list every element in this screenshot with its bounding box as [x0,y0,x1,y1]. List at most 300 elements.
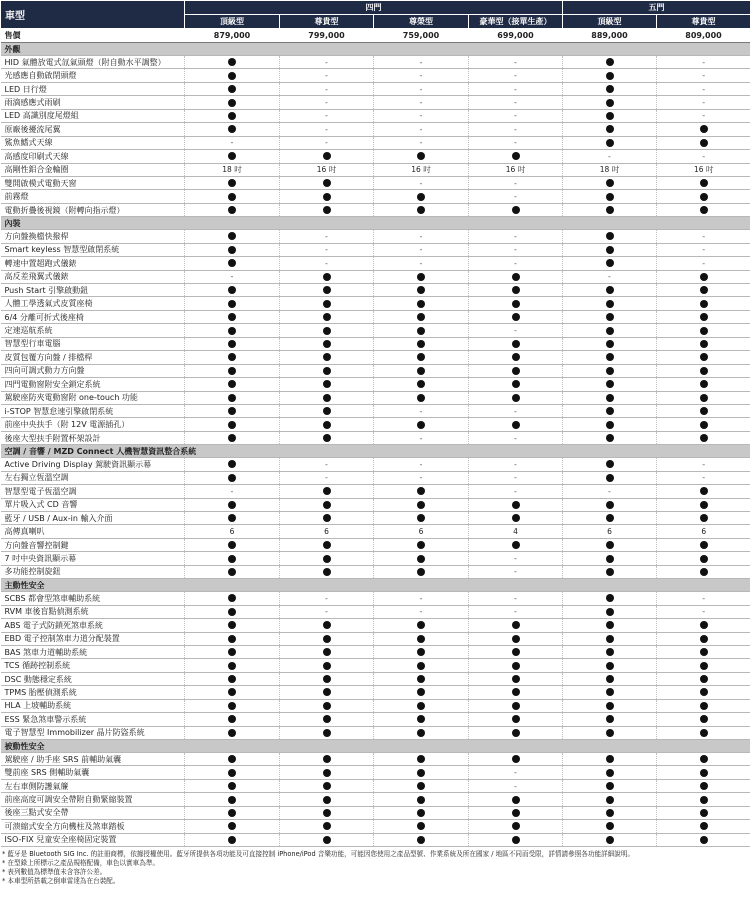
filled-dot-icon [228,112,236,120]
filled-dot-icon [323,635,331,643]
dash-mark: - [419,433,423,443]
not-available-cell [469,69,563,82]
not-available-cell [469,243,563,256]
dash-mark: - [514,554,517,564]
dash-mark: - [702,57,706,67]
standard-dot-cell [280,351,374,364]
standard-dot-cell [185,552,280,565]
feature-label: Push Start 引擎啟動鈕 [1,284,185,297]
standard-dot-cell [280,659,374,672]
standard-dot-cell [563,458,657,471]
filled-dot-icon [228,648,236,656]
dash-mark: - [514,768,517,778]
standard-dot-cell [185,806,280,819]
filled-dot-icon [606,541,614,549]
filled-dot-icon [228,594,236,602]
filled-dot-icon [606,125,614,133]
filled-dot-icon [323,501,331,509]
price-row [1,29,750,43]
not-available-cell [374,109,469,122]
standard-dot-cell [374,512,469,525]
not-available-cell [469,176,563,189]
filled-dot-icon [700,139,708,147]
standard-dot-cell [280,203,374,216]
feature-label: 高感度印刷式天線 [1,150,185,163]
filled-dot-icon [228,769,236,777]
filled-dot-icon [606,407,614,415]
standard-dot-cell [185,431,280,444]
footnote: * 表列數值為標準值未含容許公差。 [2,868,107,877]
filled-dot-icon [228,688,236,696]
value-cell [657,525,750,538]
not-available-cell [469,471,563,484]
filled-dot-icon [228,729,236,737]
feature-label: i-STOP 智慧怠速引擎啟閉系統 [1,404,185,417]
feature-label: 定速巡航系統 [1,324,185,337]
price-value: 889,000 [563,29,657,43]
filled-dot-icon [228,782,236,790]
standard-dot-cell [280,726,374,739]
spec-value: 4 [513,527,518,537]
not-available-cell [469,565,563,578]
not-available-cell [280,82,374,95]
standard-dot-cell [657,337,750,350]
not-available-cell [469,230,563,243]
feature-row [1,69,750,82]
feature-label: LED 高識別度尾燈組 [1,109,185,122]
standard-dot-cell [185,190,280,203]
dash-mark: - [325,258,328,268]
feature-label: 方向盤音響控制鍵 [1,538,185,551]
filled-dot-icon [228,193,236,201]
standard-dot-cell [374,150,469,163]
standard-dot-cell [185,632,280,645]
standard-dot-cell [563,56,657,69]
standard-dot-cell [185,672,280,685]
standard-dot-cell [280,418,374,431]
filled-dot-icon [700,702,708,710]
filled-dot-icon [228,353,236,361]
dash-mark: - [325,245,328,255]
standard-dot-cell [280,391,374,404]
standard-dot-cell [563,324,657,337]
dash-mark: - [702,607,706,617]
filled-dot-icon [228,286,236,294]
standard-dot-cell [185,592,280,605]
spec-value: 16 吋 [411,165,431,175]
filled-dot-icon [606,460,614,468]
feature-label: 皮質包覆方向盤 / 排檔桿 [1,351,185,364]
dash-mark: - [325,111,328,121]
trim-header: 頂級型 [185,15,280,29]
standard-dot-cell [563,512,657,525]
feature-row [1,659,750,672]
section-title: 被動性安全 [1,740,750,753]
filled-dot-icon [700,729,708,737]
filled-dot-icon [228,796,236,804]
standard-dot-cell [657,806,750,819]
not-available-cell [374,404,469,417]
filled-dot-icon [512,621,520,629]
not-available-cell [657,471,750,484]
standard-dot-cell [280,324,374,337]
filled-dot-icon [606,300,614,308]
standard-dot-cell [469,659,563,672]
filled-dot-icon [700,300,708,308]
filled-dot-icon [700,206,708,214]
dash-mark: - [514,486,517,496]
filled-dot-icon [323,380,331,388]
dash-mark: - [514,567,517,577]
dash-mark: - [419,406,423,416]
filled-dot-icon [606,58,614,66]
standard-dot-cell [185,310,280,323]
standard-dot-cell [563,538,657,551]
spec-value: 18 吋 [222,165,242,175]
filled-dot-icon [606,72,614,80]
filled-dot-icon [606,702,614,710]
standard-dot-cell [657,726,750,739]
feature-label: Active Driving Display 駕駛資訊顯示幕 [1,458,185,471]
standard-dot-cell [563,565,657,578]
standard-dot-cell [374,485,469,498]
standard-dot-cell [657,632,750,645]
filled-dot-icon [228,380,236,388]
standard-dot-cell [280,538,374,551]
value-cell [280,525,374,538]
standard-dot-cell [657,699,750,712]
filled-dot-icon [512,367,520,375]
filled-dot-icon [323,568,331,576]
not-available-cell [469,123,563,136]
filled-dot-icon [417,675,425,683]
filled-dot-icon [228,702,236,710]
feature-label: BAS 煞車力道輔助系統 [1,645,185,658]
filled-dot-icon [228,394,236,402]
standard-dot-cell [657,378,750,391]
standard-dot-cell [469,793,563,806]
feature-row [1,297,750,310]
filled-dot-icon [700,635,708,643]
standard-dot-cell [563,659,657,672]
not-available-cell [280,605,374,618]
not-available-cell [469,605,563,618]
standard-dot-cell [469,632,563,645]
dash-mark: - [230,138,234,148]
standard-dot-cell [374,672,469,685]
filled-dot-icon [228,327,236,335]
spec-value: 6 [324,527,329,537]
feature-label: 雙開啟模式電動天窗 [1,176,185,189]
dash-mark: - [325,98,328,108]
not-available-cell [374,431,469,444]
standard-dot-cell [185,176,280,189]
filled-dot-icon [512,380,520,388]
feature-label: ISO-FIX 兒童安全座椅固定裝置 [1,833,185,846]
dash-mark: - [702,473,706,483]
standard-dot-cell [657,565,750,578]
standard-dot-cell [657,793,750,806]
filled-dot-icon [700,313,708,321]
dash-mark: - [514,192,517,202]
filled-dot-icon [700,621,708,629]
filled-dot-icon [700,782,708,790]
feature-row [1,109,750,122]
not-available-cell [280,257,374,270]
value-cell [469,163,563,176]
filled-dot-icon [606,286,614,294]
feature-row [1,56,750,69]
standard-dot-cell [563,605,657,618]
feature-row [1,230,750,243]
filled-dot-icon [228,662,236,670]
price-value: 699,000 [469,29,563,43]
dash-mark: - [702,111,706,121]
standard-dot-cell [563,806,657,819]
feature-row [1,418,750,431]
feature-row [1,364,750,377]
feature-row [1,525,750,538]
filled-dot-icon [323,407,331,415]
dash-mark: - [514,111,517,121]
feature-label: 智慧型行車電腦 [1,337,185,350]
standard-dot-cell [280,512,374,525]
standard-dot-cell [657,351,750,364]
filled-dot-icon [323,353,331,361]
standard-dot-cell [374,793,469,806]
standard-dot-cell [280,404,374,417]
standard-dot-cell [280,176,374,189]
not-available-cell [657,56,750,69]
filled-dot-icon [700,273,708,281]
not-available-cell [657,109,750,122]
filled-dot-icon [606,85,614,93]
footnote: * 在型錄上所標示之產品規格配備，車色以實車為準。 [2,859,160,868]
feature-label: 高傳真喇叭 [1,525,185,538]
standard-dot-cell [563,632,657,645]
feature-label: Smart keyless 智慧型啟閉系統 [1,243,185,256]
filled-dot-icon [606,648,614,656]
dash-mark: - [325,71,328,81]
filled-dot-icon [606,380,614,388]
filled-dot-icon [323,327,331,335]
dash-mark: - [702,231,706,241]
feature-label: 左右車側防護氣簾 [1,779,185,792]
filled-dot-icon [700,501,708,509]
standard-dot-cell [185,243,280,256]
standard-dot-cell [563,404,657,417]
filled-dot-icon [700,421,708,429]
filled-dot-icon [512,715,520,723]
not-available-cell [374,123,469,136]
standard-dot-cell [280,485,374,498]
standard-dot-cell [657,538,750,551]
filled-dot-icon [228,367,236,375]
dash-mark: - [514,406,517,416]
standard-dot-cell [280,190,374,203]
not-available-cell [469,324,563,337]
filled-dot-icon [323,782,331,790]
dash-mark: - [702,71,706,81]
not-available-cell [374,230,469,243]
standard-dot-cell [469,645,563,658]
dash-mark: - [419,473,423,483]
feature-label: HID 氣體放電式氙氣頭燈（附自動水平調整） [1,56,185,69]
standard-dot-cell [563,766,657,779]
dash-mark: - [419,245,423,255]
dash-mark: - [419,98,423,108]
standard-dot-cell [374,806,469,819]
standard-dot-cell [280,779,374,792]
dash-mark: - [419,57,423,67]
feature-row [1,552,750,565]
standard-dot-cell [185,123,280,136]
dash-mark: - [419,84,423,94]
standard-dot-cell [657,284,750,297]
filled-dot-icon [700,769,708,777]
feature-label: 7 吋中央資訊顯示幕 [1,552,185,565]
filled-dot-icon [606,594,614,602]
standard-dot-cell [374,270,469,283]
standard-dot-cell [563,820,657,833]
feature-row [1,123,750,136]
standard-dot-cell [185,538,280,551]
standard-dot-cell [563,136,657,149]
feature-row [1,619,750,632]
filled-dot-icon [606,394,614,402]
not-available-cell [657,243,750,256]
filled-dot-icon [323,367,331,375]
feature-row [1,753,750,766]
dash-mark: - [419,459,423,469]
filled-dot-icon [228,232,236,240]
dash-mark: - [419,258,423,268]
not-available-cell [374,136,469,149]
filled-dot-icon [512,755,520,763]
filled-dot-icon [606,99,614,107]
filled-dot-icon [417,514,425,522]
standard-dot-cell [657,498,750,511]
filled-dot-icon [228,675,236,683]
feature-label: 左右獨立恆溫空調 [1,471,185,484]
filled-dot-icon [323,179,331,187]
feature-row [1,565,750,578]
standard-dot-cell [563,337,657,350]
section-title: 內裝 [1,217,750,230]
not-available-cell [374,605,469,618]
filled-dot-icon [417,769,425,777]
price-value: 799,000 [280,29,374,43]
feature-label: 後座大型扶手附置杯架設計 [1,431,185,444]
not-available-cell [657,69,750,82]
filled-dot-icon [512,836,520,844]
filled-dot-icon [606,434,614,442]
filled-dot-icon [700,353,708,361]
filled-dot-icon [512,152,520,160]
standard-dot-cell [185,793,280,806]
standard-dot-cell [185,284,280,297]
filled-dot-icon [417,755,425,763]
dash-mark: - [514,607,517,617]
feature-label: 單片吸入式 CD 音響 [1,498,185,511]
standard-dot-cell [185,324,280,337]
not-available-cell [280,471,374,484]
standard-dot-cell [563,471,657,484]
feature-row [1,592,750,605]
filled-dot-icon [228,99,236,107]
filled-dot-icon [700,541,708,549]
standard-dot-cell [374,310,469,323]
dash-mark: - [230,272,234,282]
section-title: 空調 / 音響 / MZD Connect 人機智慧資訊整合系統 [1,445,750,458]
value-cell [185,525,280,538]
standard-dot-cell [185,659,280,672]
dash-mark: - [514,71,517,81]
standard-dot-cell [280,297,374,310]
filled-dot-icon [606,782,614,790]
feature-label: ABS 電子式防鎖死煞車系統 [1,619,185,632]
filled-dot-icon [417,501,425,509]
filled-dot-icon [323,555,331,563]
value-cell [280,163,374,176]
feature-label: 方向盤換檔快撥桿 [1,230,185,243]
standard-dot-cell [469,713,563,726]
not-available-cell [280,69,374,82]
filled-dot-icon [417,729,425,737]
filled-dot-icon [228,635,236,643]
filled-dot-icon [512,421,520,429]
standard-dot-cell [374,391,469,404]
feature-label: LED 日行燈 [1,82,185,95]
spec-value: 6 [418,527,424,537]
filled-dot-icon [417,313,425,321]
standard-dot-cell [280,699,374,712]
standard-dot-cell [469,378,563,391]
filled-dot-icon [606,206,614,214]
filled-dot-icon [700,755,708,763]
spec-value: 6 [229,527,235,537]
standard-dot-cell [657,364,750,377]
standard-dot-cell [280,806,374,819]
standard-dot-cell [185,109,280,122]
filled-dot-icon [323,688,331,696]
standard-dot-cell [374,498,469,511]
feature-label: 高剛性鋁合金輪圈 [1,163,185,176]
filled-dot-icon [417,836,425,844]
standard-dot-cell [563,109,657,122]
filled-dot-icon [417,206,425,214]
filled-dot-icon [228,836,236,844]
filled-dot-icon [606,313,614,321]
filled-dot-icon [606,662,614,670]
standard-dot-cell [657,123,750,136]
filled-dot-icon [417,193,425,201]
filled-dot-icon [323,755,331,763]
filled-dot-icon [228,152,236,160]
not-available-cell [469,257,563,270]
feature-row [1,538,750,551]
feature-row [1,471,750,484]
filled-dot-icon [606,796,614,804]
dash-mark: - [702,84,706,94]
filled-dot-icon [512,313,520,321]
dash-mark: - [702,151,706,161]
spec-value: 18 吋 [599,165,620,175]
filled-dot-icon [606,729,614,737]
not-available-cell [280,56,374,69]
standard-dot-cell [280,713,374,726]
filled-dot-icon [323,809,331,817]
